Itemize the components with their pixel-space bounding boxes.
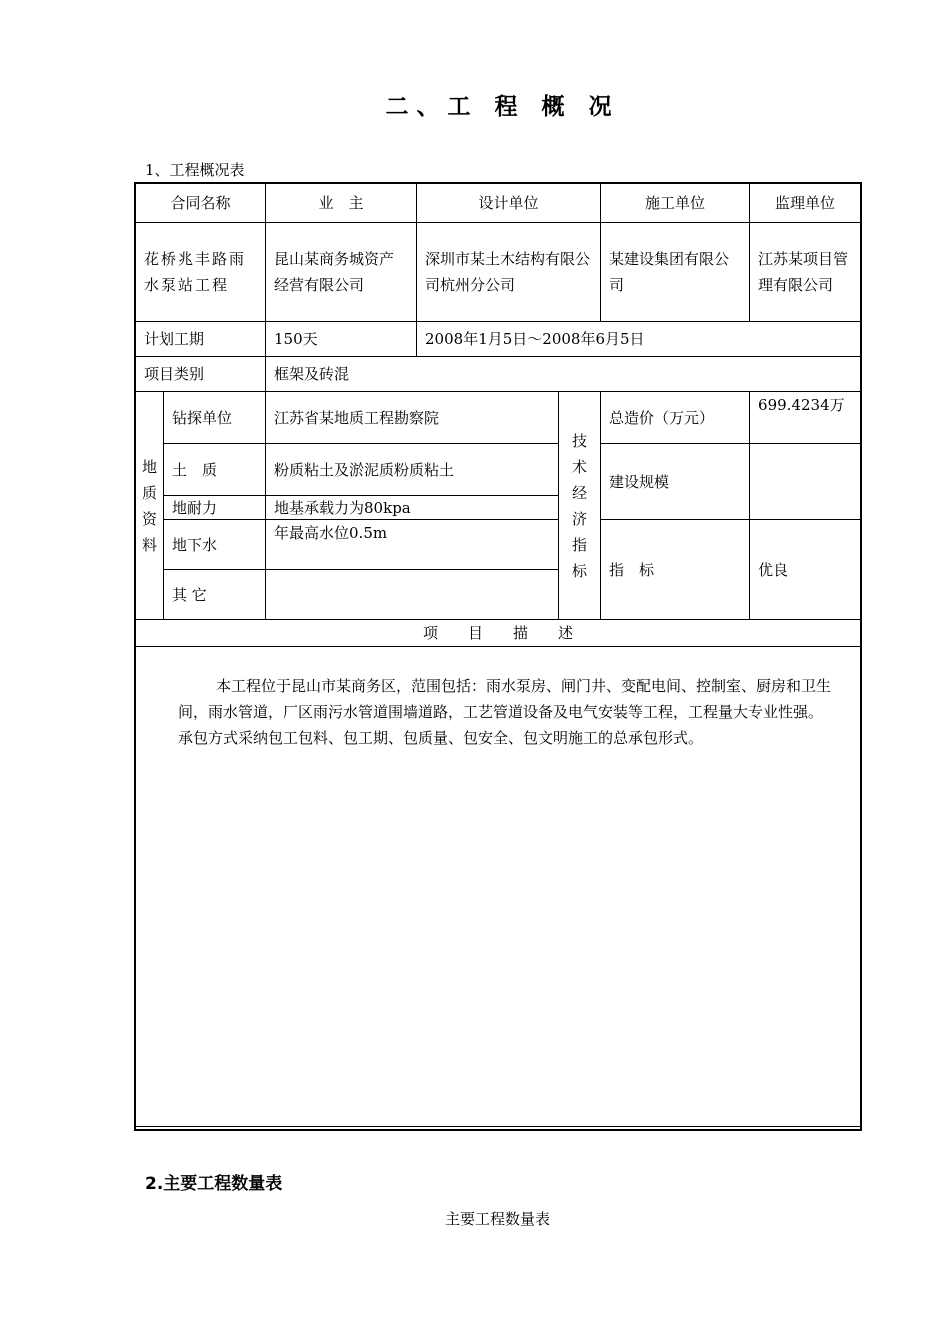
category-row — [136, 357, 861, 392]
section1-caption: 1、工程概况表 — [145, 161, 245, 179]
designer-name: 深圳市某土木结构有限公司杭州分公司 — [417, 223, 601, 322]
category-value: 框架及砖混 — [266, 357, 861, 392]
supervisor-name: 江苏某项目管理有限公司 — [750, 223, 861, 322]
description-header: 项 目 描 述 — [136, 620, 861, 647]
other-label: 其 它 — [164, 570, 266, 620]
category-label: 项目类别 — [136, 357, 266, 392]
survey-label: 钻探单位 — [164, 392, 266, 444]
soil-value: 粉质粘土及淤泥质粉质粘土 — [266, 444, 559, 496]
cost-label: 总造价（万元） — [601, 392, 750, 444]
tech-label-text: 技术经济指标 — [572, 431, 588, 580]
index-value: 优良 — [750, 520, 861, 620]
geo-label-text: 地质资料 — [142, 457, 158, 554]
schedule-label: 计划工期 — [136, 322, 266, 357]
scale-value — [750, 444, 861, 520]
soil-label: 土 质 — [164, 444, 266, 496]
header-owner: 业 主 — [266, 184, 417, 223]
survey-row — [136, 392, 861, 444]
tech-label — [559, 392, 601, 620]
bearing-label: 地耐力 — [164, 496, 266, 520]
header-constructor: 施工单位 — [601, 184, 750, 223]
description-header-row — [136, 620, 861, 647]
geo-label — [136, 392, 164, 620]
project-overview-table — [135, 183, 861, 1127]
header-designer: 设计单位 — [417, 184, 601, 223]
scale-label: 建设规模 — [601, 444, 750, 520]
header-row — [136, 184, 861, 223]
schedule-days: 150天 — [266, 322, 417, 357]
schedule-row — [136, 322, 861, 357]
bearing-value: 地基承载力为80kpa — [266, 496, 559, 520]
header-supervisor: 监理单位 — [750, 184, 861, 223]
cost-value: 699.4234万 — [750, 392, 861, 444]
section2-heading: 2.主要工程数量表 — [145, 1174, 283, 1194]
owner-name: 昆山某商务城资产经营有限公司 — [266, 223, 417, 322]
description-row — [136, 647, 861, 1127]
project-description: 本工程位于昆山市某商务区，范围包括：雨水泵房、闸门井、变配电间、控制室、厨房和卫生间，雨水管道，厂区雨污水管道围墙道路，工艺管道设备及电气安装等工程，工程量大专业性强。承包方式采纳包工包料、包工期、包质量、包安全、包文明施工的总承包形式。 — [136, 647, 861, 1127]
schedule-dates: 2008年1月5日～2008年6月5日 — [417, 322, 861, 357]
section2-caption: 主要工程数量表 — [445, 1210, 551, 1228]
page-title: 二、工 程 概 况 — [385, 94, 620, 120]
index-label: 指 标 — [601, 520, 750, 620]
groundwater-label: 地下水 — [164, 520, 266, 570]
data-row — [136, 223, 861, 322]
header-contract: 合同名称 — [136, 184, 266, 223]
constructor-name: 某建设集团有限公司 — [601, 223, 750, 322]
other-value — [266, 570, 559, 620]
groundwater-row — [136, 520, 861, 570]
survey-value: 江苏省某地质工程勘察院 — [266, 392, 559, 444]
contract-name: 花桥兆丰路雨水泵站工程 — [136, 223, 266, 322]
soil-row — [136, 444, 861, 496]
groundwater-value: 年最高水位0.5m — [266, 520, 559, 570]
